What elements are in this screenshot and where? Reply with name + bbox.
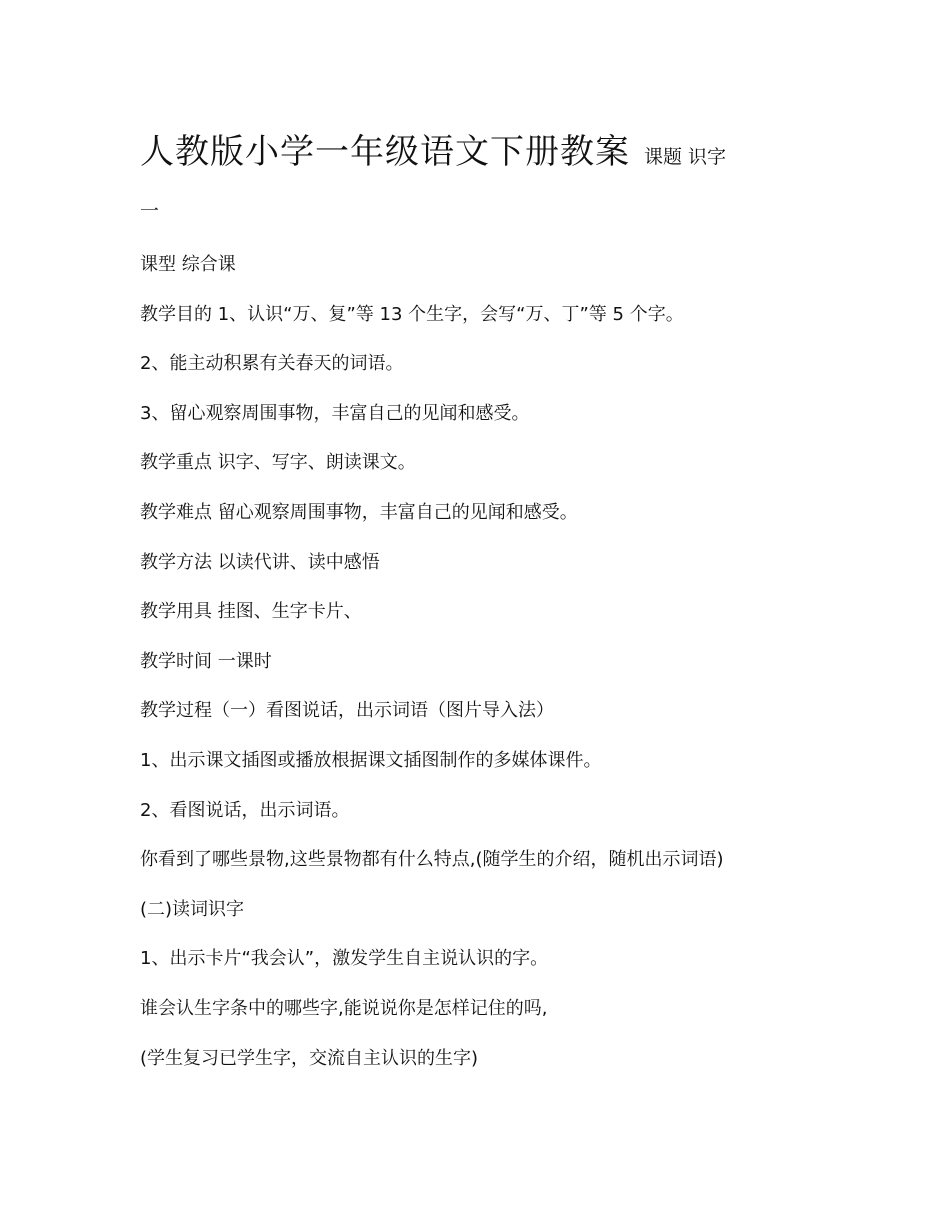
paragraph-process-2: (二)读词识字 <box>140 898 245 920</box>
lesson-topic: 课题 识字 <box>644 146 727 168</box>
paragraph-goal-2: 2、能主动积累有关春天的词语。 <box>140 353 404 375</box>
paragraph-teaching-goal: 教学目的 1、认识“万、复”等 13 个生字，会写“万、丁”等 5 个字。 <box>140 303 684 325</box>
paragraph-card: 1、出示卡片“我会认”，激发学生自主说认识的字。 <box>140 948 549 970</box>
paragraph-goal-3: 3、留心观察周围事物，丰富自己的见闻和感受。 <box>140 402 530 424</box>
paragraph-review: (学生复习已学生字，交流自主认识的生字) <box>140 1047 479 1069</box>
paragraph-question: 你看到了哪些景物,这些景物都有什么特点,(随学生的介绍，随机出示词语) <box>140 849 724 871</box>
paragraph-step-1: 1、出示课文插图或播放根据课文插图制作的多媒体课件。 <box>140 749 602 771</box>
paragraph-step-2: 2、看图说话，出示词语。 <box>140 799 350 821</box>
paragraph-tools: 教学用具 挂图、生字卡片、 <box>140 601 362 623</box>
paragraph-time: 教学时间 一课时 <box>140 650 272 672</box>
paragraph-method: 教学方法 以读代讲、读中感悟 <box>140 551 380 573</box>
lesson-topic-continuation: 一 <box>140 200 160 222</box>
document-title-line <box>140 124 820 173</box>
paragraph-key-points: 教学重点 识字、写字、朗读课文。 <box>140 452 416 474</box>
document-title: 人教版小学一年级语文下册教案 <box>140 132 630 172</box>
paragraph-difficulties: 教学难点 留心观察周围事物，丰富自己的见闻和感受。 <box>140 501 578 523</box>
document-body <box>140 249 805 1092</box>
paragraph-who-can-read: 谁会认生字条中的哪些字,能说说你是怎样记住的吗, <box>140 997 548 1019</box>
paragraph-lesson-type: 课型 综合课 <box>140 254 236 275</box>
paragraph-process-1: 教学过程（一）看图说话，出示词语（图片导入法） <box>140 700 554 722</box>
